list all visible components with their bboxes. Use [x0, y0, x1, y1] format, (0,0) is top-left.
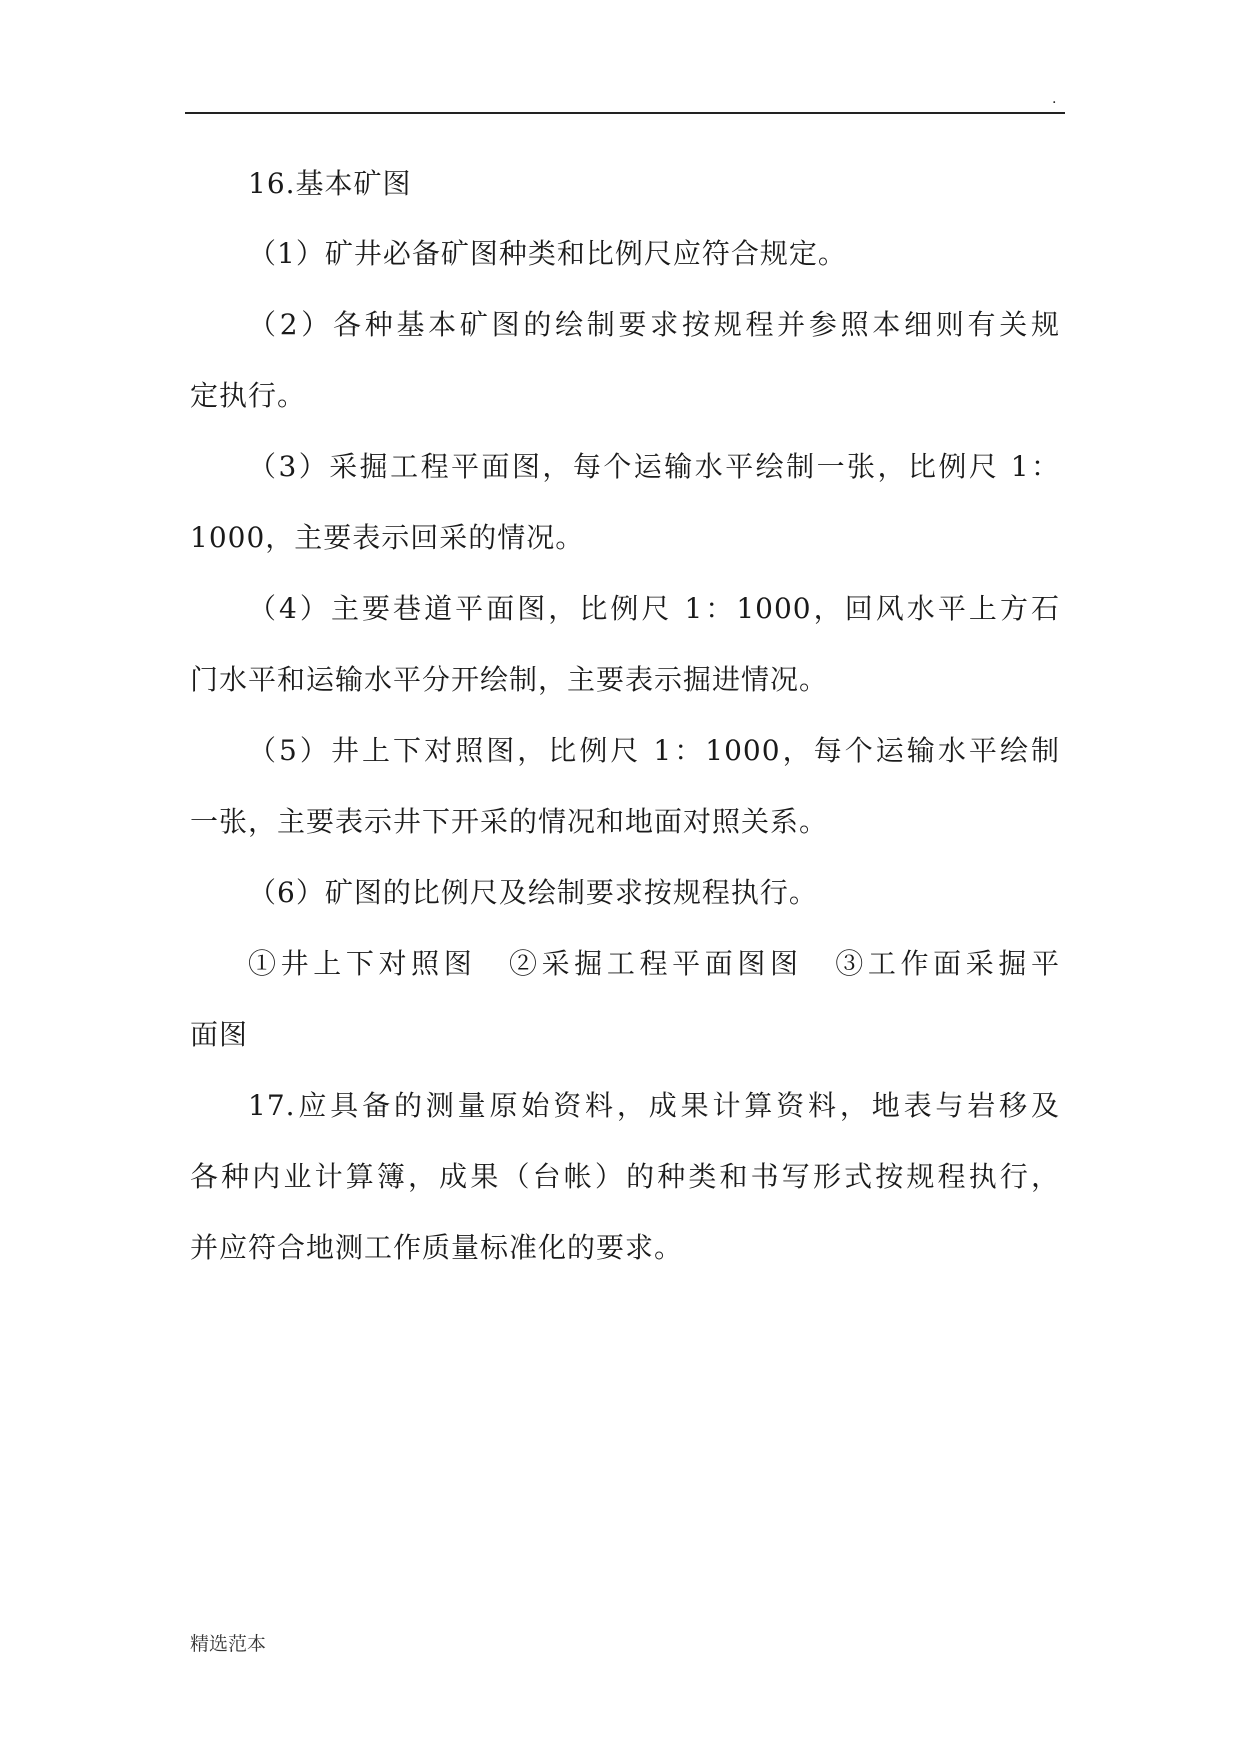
paragraph-line: ①井上下对照图 ②采掘工程平面图图 ③工作面采掘平	[248, 947, 1060, 980]
paragraph-line: 一张，主要表示井下开采的情况和地面对照关系。	[190, 805, 829, 838]
section-17-heading: 17.应具备的测量原始资料，成果计算资料，地表与岩移及	[248, 1089, 1060, 1122]
header-mark: .	[1052, 91, 1057, 107]
paragraph-line: （3）采掘工程平面图，每个运输水平绘制一张，比例尺 1：	[248, 450, 1060, 483]
paragraph-line: （1）矿井必备矿图种类和比例尺应符合规定。	[248, 237, 847, 270]
section-16-heading: 16.基本矿图	[248, 167, 412, 200]
footer-label: 精选范本	[190, 1633, 267, 1655]
paragraph-line: （6）矿图的比例尺及绘制要求按规程执行。	[248, 876, 818, 909]
paragraph-line: （2）各种基本矿图的绘制要求按规程并参照本细则有关规	[248, 308, 1060, 341]
paragraph-line: 1000，主要表示回采的情况。	[190, 521, 585, 554]
paragraph-line: （5）井上下对照图，比例尺 1：1000，每个运输水平绘制	[248, 734, 1060, 767]
paragraph-line: 定执行。	[190, 379, 307, 412]
paragraph-line: 并应符合地测工作质量标准化的要求。	[190, 1231, 684, 1264]
header-rule	[185, 112, 1065, 114]
paragraph-line: 面图	[190, 1018, 249, 1051]
paragraph-line: 门水平和运输水平分开绘制，主要表示掘进情况。	[190, 663, 829, 696]
paragraph-line: （4）主要巷道平面图，比例尺 1：1000，回风水平上方石	[248, 592, 1060, 625]
paragraph-line: 各种内业计算簿，成果（台帐）的种类和书写形式按规程执行，	[190, 1160, 1060, 1193]
